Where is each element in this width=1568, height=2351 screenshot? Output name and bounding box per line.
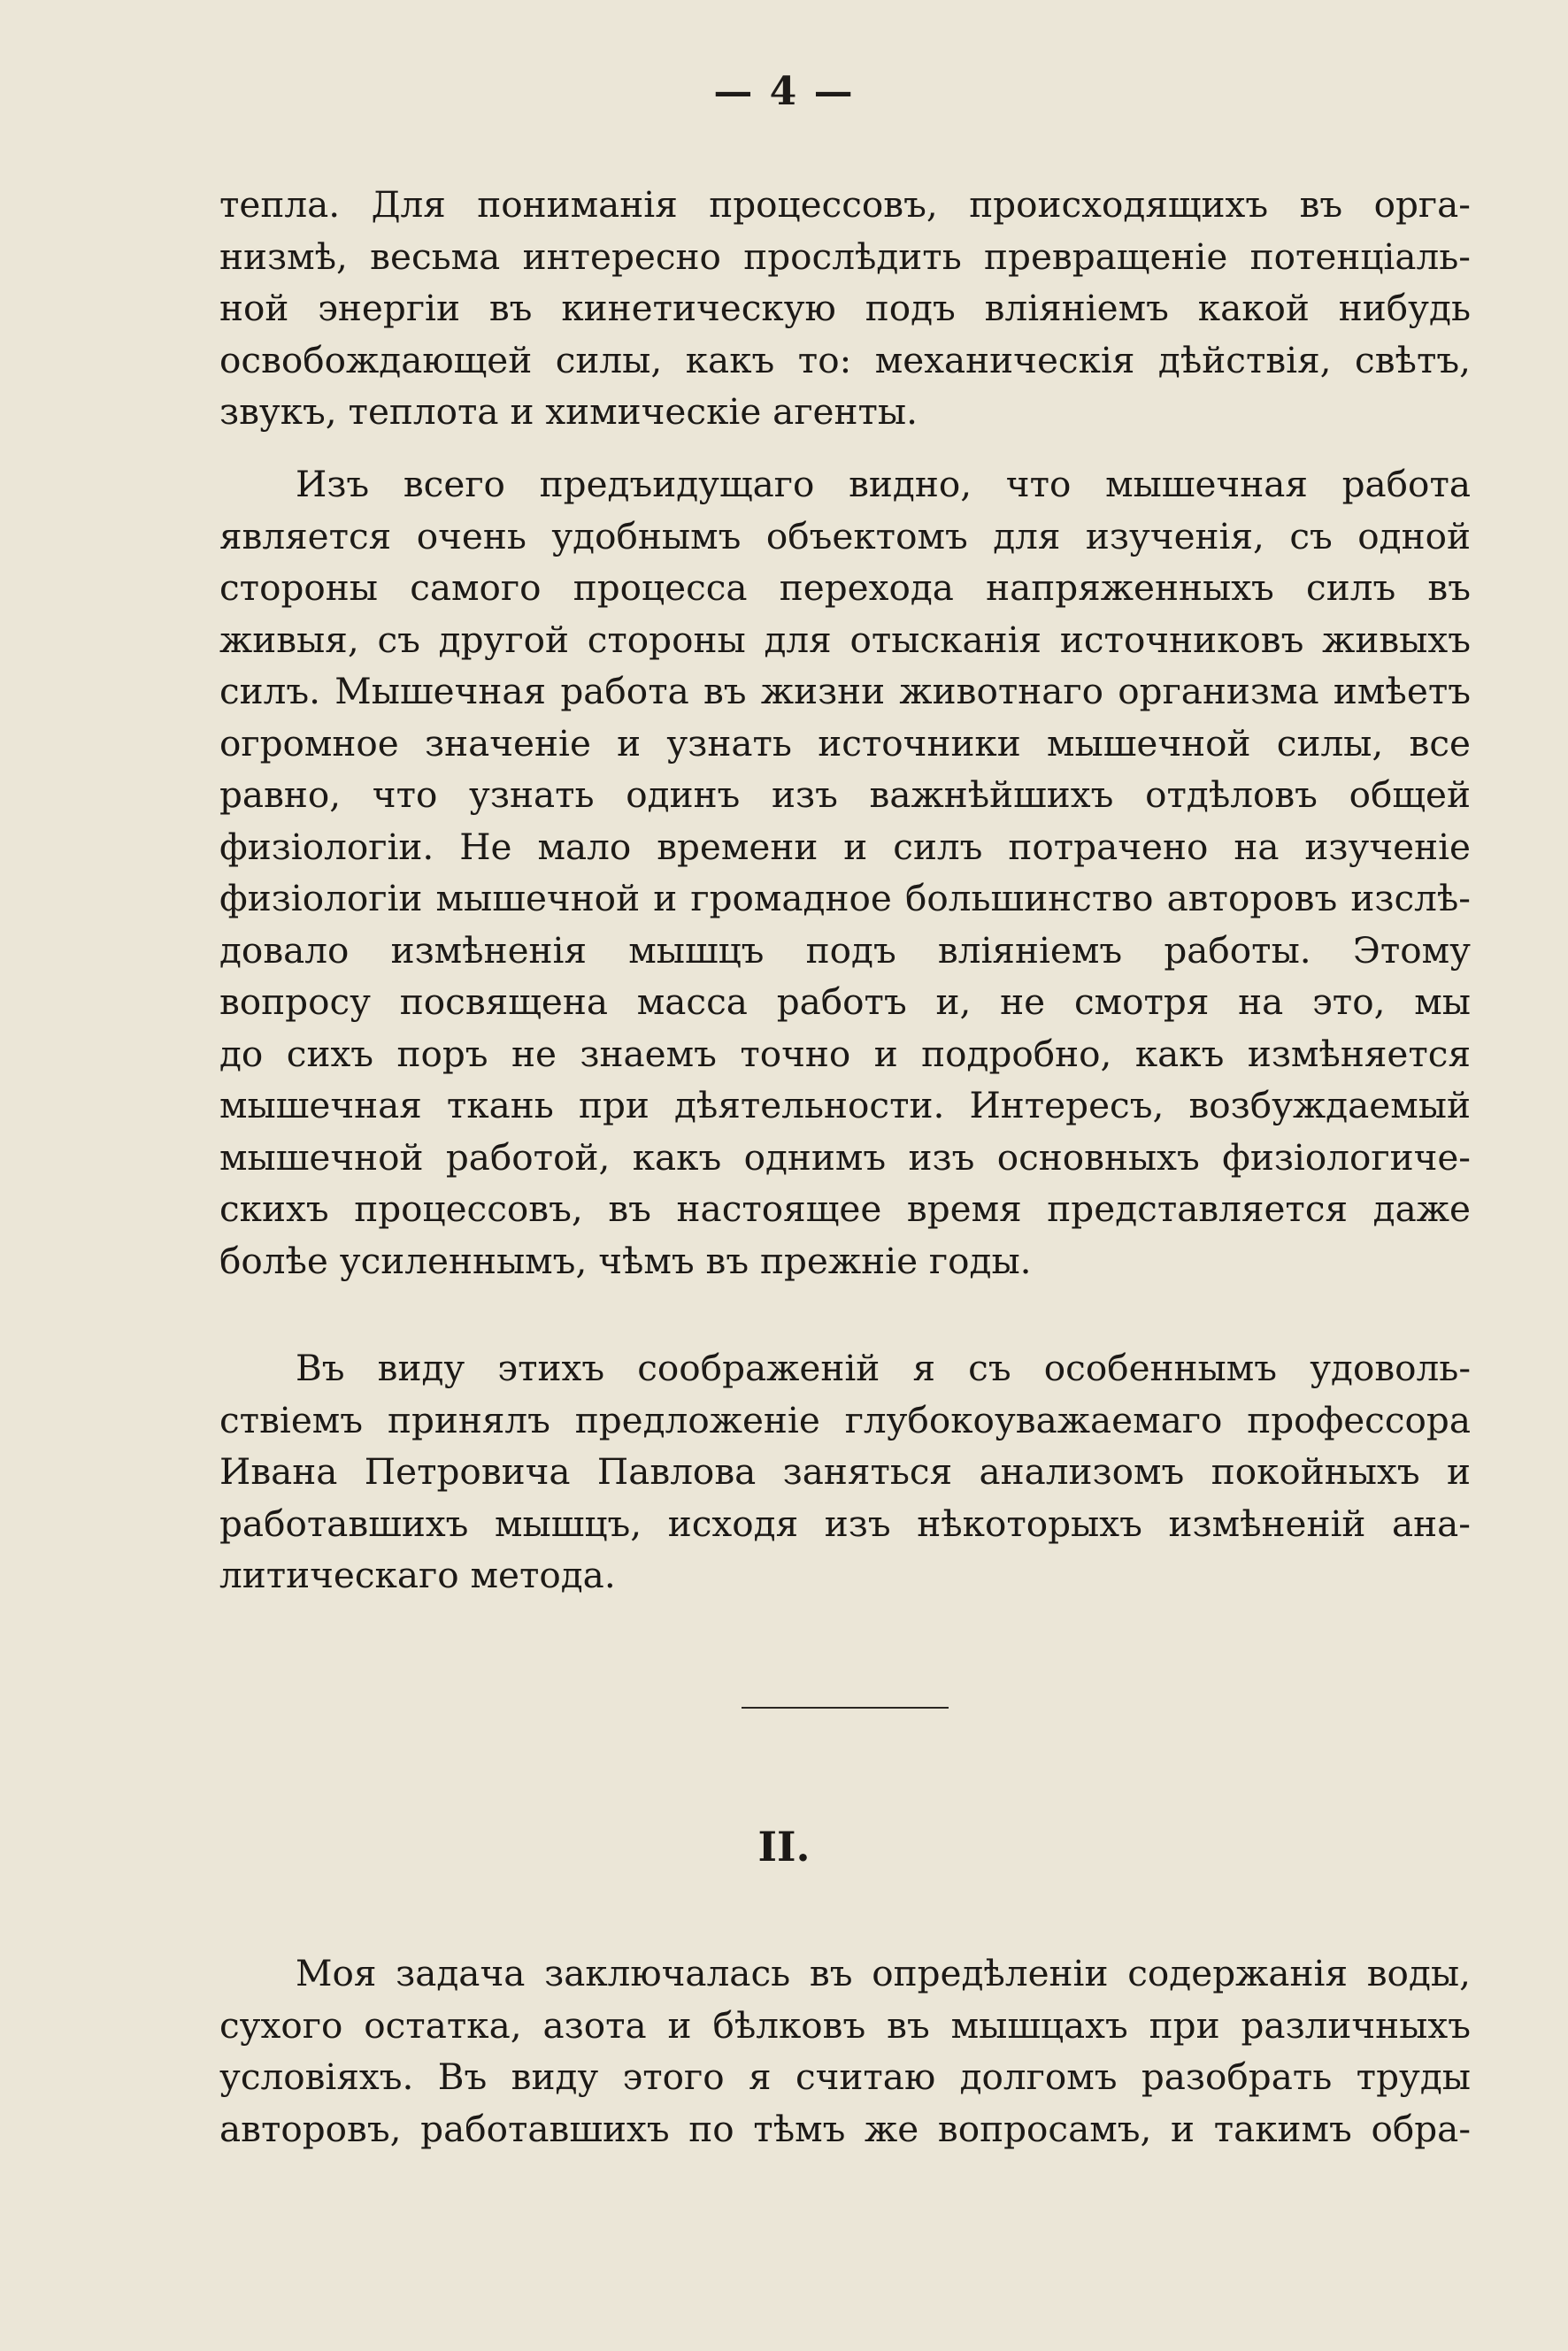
text-line: физіологіи. Не мало времени и силъ потрачено на изученіе (219, 825, 1471, 868)
text-line: равно, что узнать одинъ изъ важнѣйшихъ отдѣловъ общей (219, 773, 1471, 816)
text-line: скихъ процессовъ, въ настоящее время представляется даже (219, 1187, 1471, 1230)
text-line: физіологіи мышечной и громадное большинство авторовъ изслѣ- (219, 877, 1471, 919)
text-line: довало измѣненія мышцъ подъ вліяніемъ работы. Этому (219, 928, 1471, 972)
text-line: тепла. Для пониманія процессовъ, происходящихъ въ орга- (219, 183, 1471, 226)
text-line: живыя, съ другой стороны для отысканія источниковъ живыхъ (219, 618, 1471, 661)
paragraph-2 (219, 458, 1471, 1287)
text-line: является очень удобнымъ объектомъ для изученія, съ одной (219, 514, 1471, 557)
text-line: болѣе усиленнымъ, чѣмъ въ прежніе годы. (219, 1239, 1032, 1282)
text-line: мышечной работой, какъ однимъ изъ основныхъ физіологиче- (219, 1135, 1471, 1179)
text-line: низмѣ, весьма интересно прослѣдить превращеніе потенціаль- (219, 234, 1471, 278)
text-line: сухого остатка, азота и бѣлковъ въ мышцахъ при различныхъ (219, 2003, 1471, 2047)
section-divider (742, 1707, 949, 1709)
page-number: — 4 — (713, 69, 855, 114)
section-paragraph (219, 1948, 1471, 2155)
section-heading: II. (757, 1823, 811, 1871)
text-line: литическаго метода. (219, 1554, 616, 1596)
text-line: Моя задача заключалась въ опредѣленіи содержанія воды, (296, 1952, 1471, 1994)
text-line: Ивана Петровича Павлова заняться анализомъ покойныхъ и (219, 1450, 1471, 1493)
text-line: ствіемъ принялъ предложеніе глубокоуважаемаго профессора (219, 1398, 1471, 1441)
text-line: Изъ всего предъидущаго видно, что мышечная работа (296, 463, 1471, 505)
text-line: условіяхъ. Въ виду этого я считаю долгомъ разобрать труды (219, 2055, 1471, 2098)
text-line: стороны самого процесса перехода напряженныхъ силъ въ (219, 566, 1471, 609)
text-line: авторовъ, работавшихъ по тѣмъ же вопросамъ, и такимъ обра- (219, 2107, 1471, 2150)
text-line: до сихъ поръ не знаемъ точно и подробно, какъ измѣняется (219, 1032, 1471, 1075)
text-line: огромное значеніе и узнать источники мышечной силы, все (219, 721, 1471, 764)
text-line: Въ виду этихъ соображеній я съ особеннымъ удоволь- (296, 1347, 1471, 1389)
text-line: звукъ, теплота и химическіе агенты. (219, 390, 919, 433)
paragraph-3 (219, 1342, 1471, 1602)
text-line: освобождающей силы, какъ то: механическія дѣйствія, свѣтъ, (219, 338, 1471, 381)
text-line: вопросу посвящена масса работъ и, не смотря на это, мы (219, 980, 1471, 1023)
text-line: работавшихъ мышцъ, исходя изъ нѣкоторыхъ измѣненій ана- (219, 1502, 1471, 1545)
paragraph-1 (219, 179, 1471, 438)
text-line: ной энергіи въ кинетическую подъ вліяніемъ какой нибудь (219, 287, 1471, 329)
text-line: мышечная ткань при дѣятельности. Интересъ, возбуждаемый (219, 1084, 1471, 1126)
text-line: силъ. Мышечная работа въ жизни животнаго организма имѣетъ (219, 670, 1471, 712)
